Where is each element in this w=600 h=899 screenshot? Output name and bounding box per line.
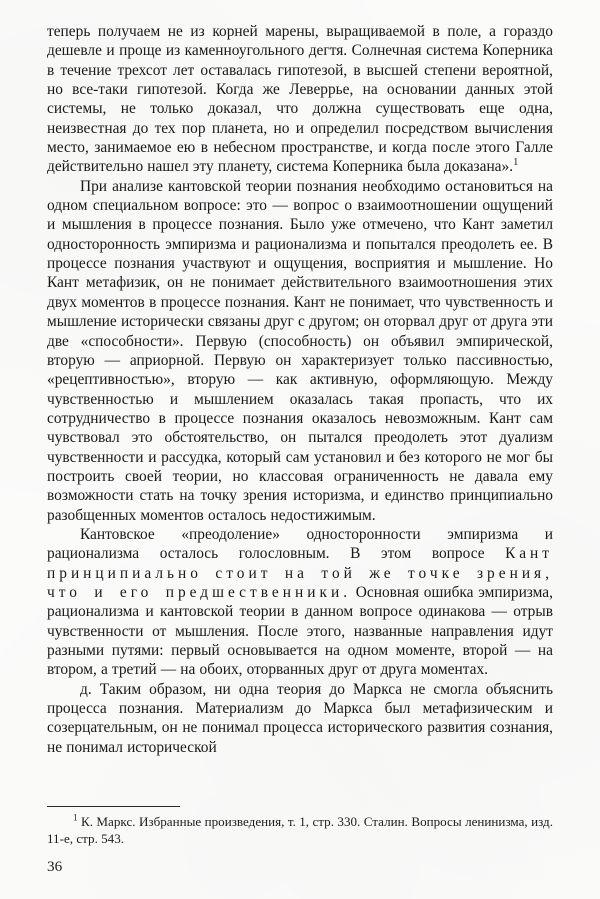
footnote-citation-text: К. Маркс. Избранные произведения, т. 1, стр. 330. Сталин. Вопросы ленинизма, изд. 11-е, стр. 543. [47, 814, 553, 847]
emphasis-letterspaced-text: Кант принципиально стоит на той же точке зрения, что и его предшественники. [47, 545, 553, 601]
footnote-entry [47, 813, 553, 847]
paragraph-kant-overcoming [47, 525, 553, 680]
footnote-separator-rule [47, 806, 180, 807]
paragraph-text-tail: Основная ошибка эмпиризма, рационализма и кантовской теории в данном вопросе одинакова — отрыв чувственности от мышления. После этого, названные направления идут разными путями: первый основывается на одном моменте, второй — на втором, а третий — на обоих, оторванных друг от друга моментах. [47, 583, 553, 679]
footnote-reference-marker: 1 [513, 157, 519, 169]
paragraph-continuation [47, 22, 553, 177]
paragraph-kant-analysis [47, 177, 553, 525]
paragraph-text: д. Таким образом, ни одна теория до Маркса не смогла объяснить процесса познания. Материализм до Маркса был метафизическим и созерцательным, он не понимал процесса исторического развития сознания, не понимал исторической [47, 680, 553, 756]
paragraph-text: теперь получаем не из корней марены, выращиваемой в поле, а гораздо дешевле и проще из каменноугольного дегтя. Солнечная система Коперника в течение трехсот лет оставалась гипотезой, в высшей степени вероятной, но все-таки гипотезой. Когда же Леверрье, на основании данных этой системы, не только доказал, что должна существовать еще одна, неизвестная до тех пор планета, но и определил посредством вычисления место, занимаемое ею в небесном пространстве, и когда после этого Галле действительно нашел эту планету, система Коперника была доказана». [47, 23, 553, 176]
page-number: 36 [47, 858, 63, 875]
body-text-column [47, 22, 553, 757]
footnote-block [47, 806, 553, 847]
paragraph-text: При анализе кантовской теории познания необходимо остановиться на одном специальном вопросе: это — вопрос о взаимоотношении ощущений и мышления в процессе познания. Было уже отмечено, что Кант заметил односторонность эмпиризма и рационализма и попытался преодолеть ее. В процессе познания участвуют и ощущения, восприятия и мышление. Но Кант метафизик, он не понимает действительного взаимоотношения этих двух моментов в процессе познания. Кант не понимает, что чувственность и мышление исторически связаны друг с другом; он оторвал друг от друга эти две «способности». Первую (способность) он объявил эмпирической, вторую — априорной. Первую он характеризует только пассивностью, «рецептивностью», вторую — как активную, оформляющую. Между чувственностью и мышлением оказалась такая пропасть, что их сотрудничество в процессе познания оказалось невозможным. Кант сам чувствовал это обстоятельство, он пытался преодолеть этот дуализм чувственности и рассудка, который сам установил и без которого не мог бы построить своей теории, но классовая ограниченность не давала ему возможности стать на точку зрения историзма, и единство принципиально разобщенных моментов осталось недостижимым. [47, 177, 553, 524]
footnote-number: 1 [73, 812, 78, 823]
paragraph-text-lead: Кантовское «преодоление» односторонности эмпиризма и рационализма осталось голословным. В этом вопросе [47, 525, 553, 563]
paragraph-d-conclusion [47, 680, 553, 757]
